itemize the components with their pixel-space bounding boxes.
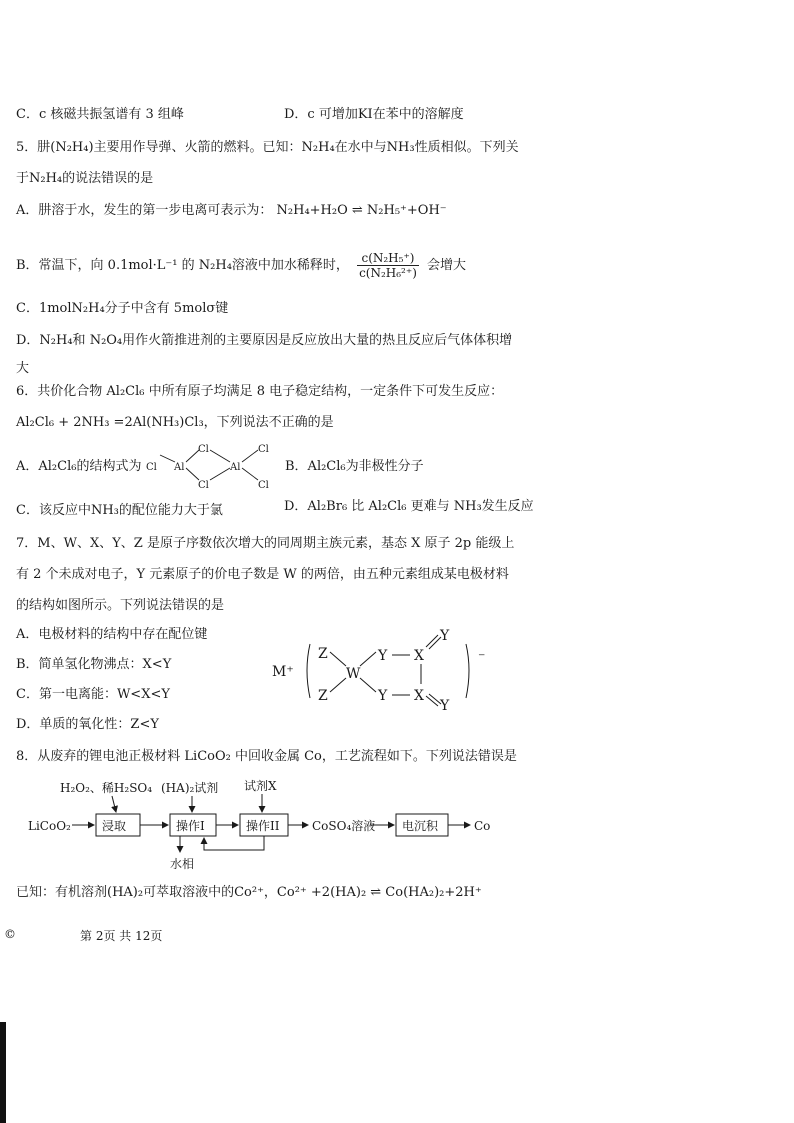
box-operation2-label: 操作II (246, 819, 280, 833)
m-cation: M⁺ (272, 664, 294, 680)
box-leaching-label: 浸取 (102, 819, 127, 833)
q7-stem-line3: 的结构如图所示。下列说法错误的是 (16, 598, 225, 613)
q6-option-b: B．Al₂Cl₆为非极性分子 (285, 459, 424, 474)
al-atom-left: Al (174, 462, 185, 473)
cl-atom-bridge-top: Cl (198, 444, 209, 455)
q7-stem-line2: 有 2 个未成对电子，Y 元素原子的价电子数是 W 的两倍，由五种元素组成某电极材料 (16, 567, 509, 582)
cl-atom-bottom-right: Cl (258, 480, 269, 491)
q6-option-c: C．该反应中NH₃的配位能力大于氯 (16, 503, 223, 518)
z-atom-bottom: Z (318, 688, 328, 704)
y-atom-ring-bottom: Y (378, 688, 388, 704)
flow-start-licoo2: LiCoO₂ (28, 819, 71, 833)
fraction-numerator: c(N₂H₅⁺) (357, 251, 419, 266)
q5-stem-line2: 于N₂H₄的说法错误的是 (16, 171, 154, 186)
x-atom-bottom: X (414, 688, 424, 704)
electrode-structure (266, 622, 496, 718)
q5-option-a (16, 202, 447, 220)
w-atom: W (346, 666, 361, 682)
q6-stem-line1: 6．共价化合物 Al₂Cl₆ 中所有原子均满足 8 电子稳定结构，一定条件下可发生反应： (16, 384, 504, 399)
cl-atom-bridge-bottom: Cl (198, 480, 209, 491)
q5-option-c: C．1molN₂H₄分子中含有 5molσ键 (16, 301, 229, 316)
q6-option-a: A．Al₂Cl₆的结构式为 (16, 459, 142, 474)
reagent-x: 试剂X (244, 779, 277, 793)
z-atom-top: Z (318, 646, 328, 662)
q5-option-b (16, 248, 466, 284)
cl-atom-left: Cl (146, 462, 157, 473)
footer-symbol: © (4, 927, 16, 941)
q7-option-a: A．电极材料的结构中存在配位键 (16, 627, 208, 642)
flow-coso4-solution: CoSO₄溶液 (312, 819, 376, 833)
reagent-h2o2-h2so4: H₂O₂、稀H₂SO₄ (60, 781, 153, 795)
q7-stem-line1: 7．M、W、X、Y、Z 是原子序数依次增大的同周期主族元素，基态 X 原子 2p 能级上 (16, 536, 515, 551)
q5-option-b-fraction (357, 251, 419, 280)
q8-stem: 8．从废弃的锂电池正极材料 LiCoO₂ 中回收金属 Co，工艺流程如下。下列说法错误是 (16, 749, 517, 764)
page-number: 第 2页 共 12页 (80, 929, 163, 943)
y-atom-carbonyl-bottom: Y (440, 698, 450, 714)
q5-option-b-tail: 会增大 (427, 258, 467, 273)
waste-aqueous-phase: 水相 (170, 857, 195, 871)
box-operation1-label: 操作I (176, 819, 205, 833)
cl-atom-top-right: Cl (258, 444, 269, 455)
al2cl6-structure (146, 440, 280, 492)
q7-option-b: B．简单氢化物沸点：X<Y (16, 657, 172, 672)
scan-edge-mark (0, 1022, 6, 1123)
fraction-denominator: c(N₂H₆²⁺) (359, 266, 417, 280)
reagent-ha2: (HA)₂试剂 (161, 781, 219, 795)
q5-option-a-text: A．肼溶于水，发生的第一步电离可表示为： (16, 203, 273, 218)
structure-bonds (307, 635, 469, 706)
q5-option-a-equation: N₂H₄+H₂O ⇌ N₂H₅⁺+OH⁻ (276, 203, 447, 218)
process-flowchart (16, 776, 516, 876)
anion-charge: ⁻ (478, 650, 486, 666)
q5-option-d-line1: D．N₂H₄和 N₂O₄用作火箭推进剂的主要原因是反应放出大量的热且反应后气体体积增 (16, 333, 513, 348)
q5-option-b-text: B．常温下，向 0.1mol·L⁻¹ 的 N₂H₄溶液中加水稀释时， (16, 258, 349, 273)
flow-end-co: Co (474, 819, 491, 833)
q5-stem-line1: 5．肼(N₂H₄)主要用作导弹、火箭的燃料。已知：N₂H₄在水中与NH₃性质相似。下列关 (16, 140, 519, 155)
y-atom-ring-top: Y (378, 648, 388, 664)
q8-known-condition: 已知：有机溶剂(HA)₂可萃取溶液中的Co²⁺，Co²⁺ +2(HA)₂ ⇌ Co(HA₂)₂+2H⁺ (16, 885, 482, 900)
q7-option-c: C．第一电离能：W<X<Y (16, 687, 170, 702)
q5-option-d-line2: 大 (16, 361, 30, 376)
q4-option-d: D．c 可增加KI在苯中的溶解度 (284, 107, 464, 122)
y-atom-carbonyl-top: Y (440, 628, 450, 644)
al-atom-right: Al (230, 462, 241, 473)
q6-option-d: D．Al₂Br₆ 比 Al₂Cl₆ 更难与 NH₃发生反应 (284, 499, 534, 514)
q4-option-c: C．c 核磁共振氢谱有 3 组峰 (16, 107, 184, 122)
q6-stem-line2: Al₂Cl₆ + 2NH₃ =2Al(NH₃)Cl₃，下列说法不正确的是 (16, 415, 334, 430)
q7-option-d: D．单质的氧化性：Z<Y (16, 717, 159, 732)
box-electrodeposition-label: 电沉积 (402, 819, 439, 833)
x-atom-top: X (414, 648, 424, 664)
